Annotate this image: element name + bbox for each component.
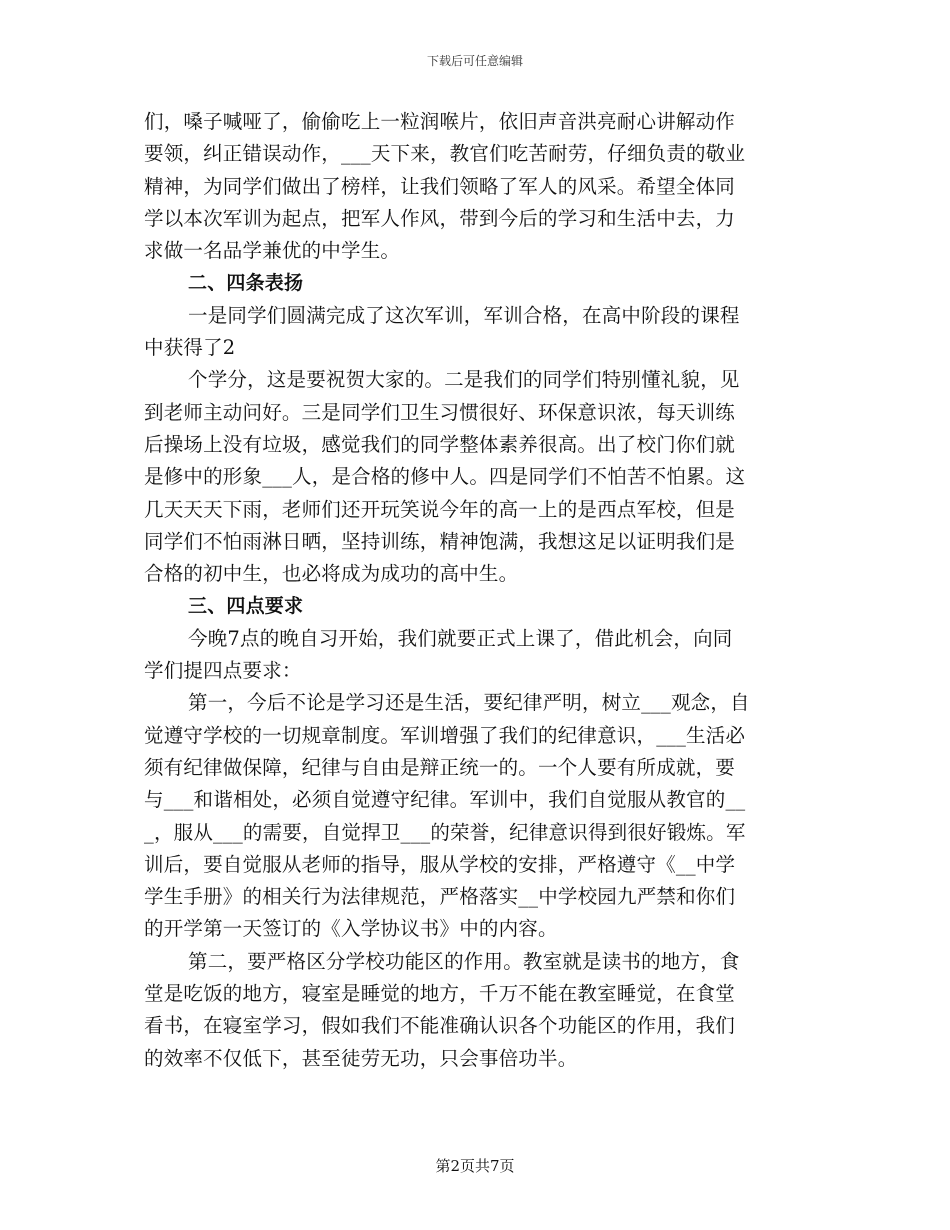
text-line: 第二，要严格区分学校功能区的作用。教室就是读书的地方，食 bbox=[188, 949, 740, 973]
text-line: 觉遵守学校的一切规章制度。军训增强了我们的纪律意识，___生活必 bbox=[144, 723, 746, 747]
text-line: 今晚7点的晚自习开始，我们就要正式上课了，借此机会，向同 bbox=[188, 626, 733, 650]
text-line: 须有纪律做保障，纪律与自由是辩正统一的。一个人要有所成就，要 bbox=[144, 755, 736, 779]
text-line: 学们提四点要求： bbox=[144, 659, 302, 683]
document-body bbox=[144, 106, 808, 1075]
text-line: 合格的初中生，也必将成为成功的高中生。 bbox=[144, 562, 519, 586]
text-line: _，服从___的需要，自觉捍卫___的荣誉，纪律意识得到很好锻炼。军 bbox=[144, 820, 746, 844]
text-line: 是修中的形象___人，是合格的修中人。四是同学们不怕苦不怕累。这 bbox=[144, 465, 746, 489]
text-line: 要领，纠正错误动作，___天下来，教官们吃苦耐劳，仔细负责的敬业 bbox=[144, 142, 746, 166]
text-line: 的效率不仅低下，甚至徒劳无功，只会事倍功半。 bbox=[144, 1046, 578, 1070]
text-line: 学以本次军训为起点，把军人作风，带到今后的学习和生活中去，力 bbox=[144, 206, 736, 230]
page-number: 第2页共7页 bbox=[435, 1157, 515, 1175]
text-line: 个学分，这是要祝贺大家的。二是我们的同学们特别懂礼貌，见 bbox=[188, 368, 740, 392]
text-line: 看书，在寝室学习，假如我们不能准确认识各个功能区的作用，我们 bbox=[144, 1014, 736, 1038]
text-line: 们，嗓子喊哑了，偷偷吃上一粒润喉片，依旧声音洪亮耐心讲解动作 bbox=[144, 110, 736, 133]
text-line: 的开学第一天签订的《入学协议书》中的内容。 bbox=[144, 917, 558, 941]
text-line: 与___和谐相处，必须自觉遵守纪律。军训中，我们自觉服从教官的__ bbox=[144, 788, 746, 812]
text-line: 训后，要自觉服从老师的指导，服从学校的安排，严格遵守《__中学 bbox=[144, 852, 736, 876]
text-line: 后操场上没有垃圾，感觉我们的同学整体素养很高。出了校门你们就 bbox=[144, 432, 736, 456]
text-line: 一是同学们圆满完成了这次军训，军训合格，在高中阶段的课程 bbox=[188, 303, 740, 327]
text-line: 同学们不怕雨淋日晒，坚持训练，精神饱满，我想这足以证明我们是 bbox=[144, 529, 736, 553]
page-header: 下载后可任意编辑 bbox=[426, 54, 523, 68]
text-line: 学生手册》的相关行为法律规范，严格落实__中学校园九严禁和你们 bbox=[144, 885, 736, 909]
text-line: 精神，为同学们做出了榜样，让我们领略了军人的风采。希望全体同 bbox=[144, 174, 736, 198]
text-line: 第一，今后不论是学习还是生活，要纪律严明，树立___观念，自 bbox=[188, 691, 750, 715]
text-line: 到老师主动问好。三是同学们卫生习惯很好、环保意识浓，每天训练 bbox=[144, 400, 736, 424]
text-line: 求做一名品学兼优的中学生。 bbox=[144, 239, 401, 263]
section-heading: 二、四条表扬 bbox=[188, 272, 304, 295]
text-line: 堂是吃饭的地方，寝室是睡觉的地方，千万不能在教室睡觉，在食堂 bbox=[144, 982, 736, 1006]
text-line: 中获得了2 bbox=[144, 336, 236, 360]
section-heading: 三、四点要求 bbox=[188, 595, 304, 618]
text-line: 几天天天下雨，老师们还开玩笑说今年的高一上的是西点军校，但是 bbox=[144, 497, 736, 521]
